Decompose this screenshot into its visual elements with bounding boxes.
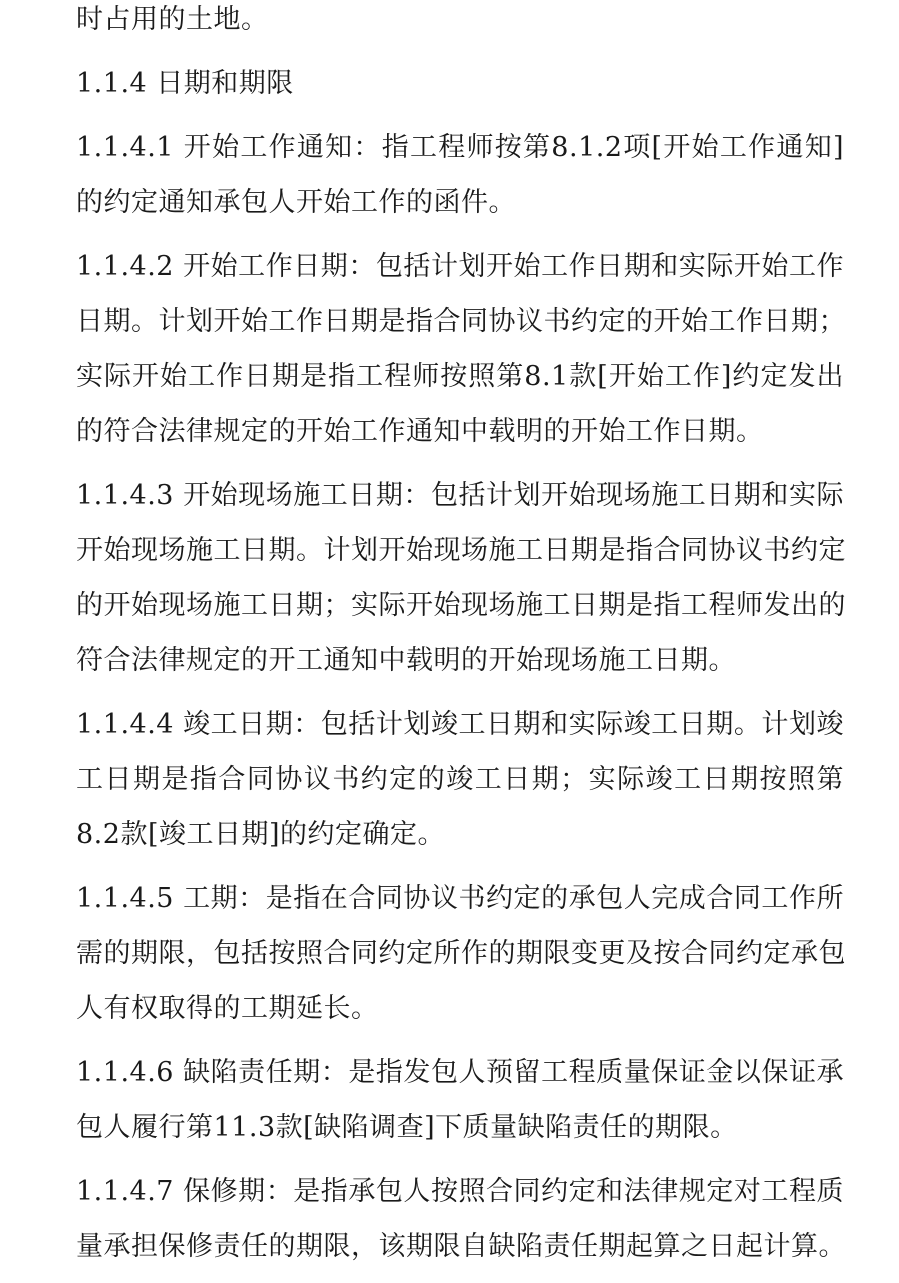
text-line: 实际开始工作日期是指工程师按照第8.1款[开始工作]约定发出 (76, 361, 844, 392)
text-line: 工日期是指合同协议书约定的竣工日期；实际竣工日期按照第 (76, 764, 844, 795)
text-line: 符合法律规定的开工通知中载明的开始现场施工日期。 (76, 645, 736, 676)
document-page (76, 0, 844, 1283)
text-line: 1.1.4.3 开始现场施工日期：包括计划开始现场施工日期和实际 (76, 480, 844, 511)
text-line: 1.1.4.5 工期：是指在合同协议书约定的承包人完成合同工作所 (76, 883, 844, 914)
text-line: 8.2款[竣工日期]的约定确定。 (76, 819, 446, 850)
text-line: 1.1.4.2 开始工作日期：包括计划开始工作日期和实际开始工作 (76, 251, 844, 282)
paragraph-1-1-4-5 (76, 871, 844, 1036)
text-line: 的开始现场施工日期；实际开始现场施工日期是指工程师发出的 (76, 590, 846, 621)
text-line: 包人履行第11.3款[缺陷调查]下质量缺陷责任的期限。 (76, 1112, 738, 1143)
text-line: 量承担保修责任的期限，该期限自缺陷责任期起算之日起计算。 (76, 1231, 846, 1262)
text-line: 的符合法律规定的开始工作通知中载明的开始工作日期。 (76, 416, 764, 447)
text-line: 1.1.4.4 竣工日期：包括计划竣工日期和实际竣工日期。计划竣 (76, 709, 844, 740)
text-line: 日期。计划开始工作日期是指合同协议书约定的开始工作日期； (76, 306, 846, 337)
section-heading: 1.1.4 日期和期限 (76, 68, 294, 99)
text-line: 时占用的土地。 (76, 4, 269, 35)
text-line: 开始现场施工日期。计划开始现场施工日期是指合同协议书约定 (76, 535, 846, 566)
paragraph-1-1-4-2 (76, 239, 844, 459)
text-line: 需的期限，包括按照合同约定所作的期限变更及按合同约定承包 (76, 938, 846, 969)
paragraph-1-1-4-4 (76, 697, 844, 862)
paragraph-1-1-4-1 (76, 120, 844, 230)
text-line: 1.1.4.1 开始工作通知：指工程师按第8.1.2项[开始工作通知] (76, 132, 844, 163)
text-line: 人有权取得的工期延长。 (76, 993, 379, 1024)
text-line: 1.1.4.7 保修期：是指承包人按照合同约定和法律规定对工程质 (76, 1176, 844, 1207)
section-heading-1-1-4 (76, 56, 844, 111)
text-line: 1.1.4.6 缺陷责任期：是指发包人预留工程质量保证金以保证承 (76, 1057, 844, 1088)
paragraph-1-1-4-3 (76, 468, 844, 688)
paragraph-land-tail (76, 0, 844, 47)
text-line: 的约定通知承包人开始工作的函件。 (76, 187, 516, 218)
paragraph-1-1-4-7 (76, 1164, 844, 1274)
paragraph-1-1-4-6 (76, 1045, 844, 1155)
